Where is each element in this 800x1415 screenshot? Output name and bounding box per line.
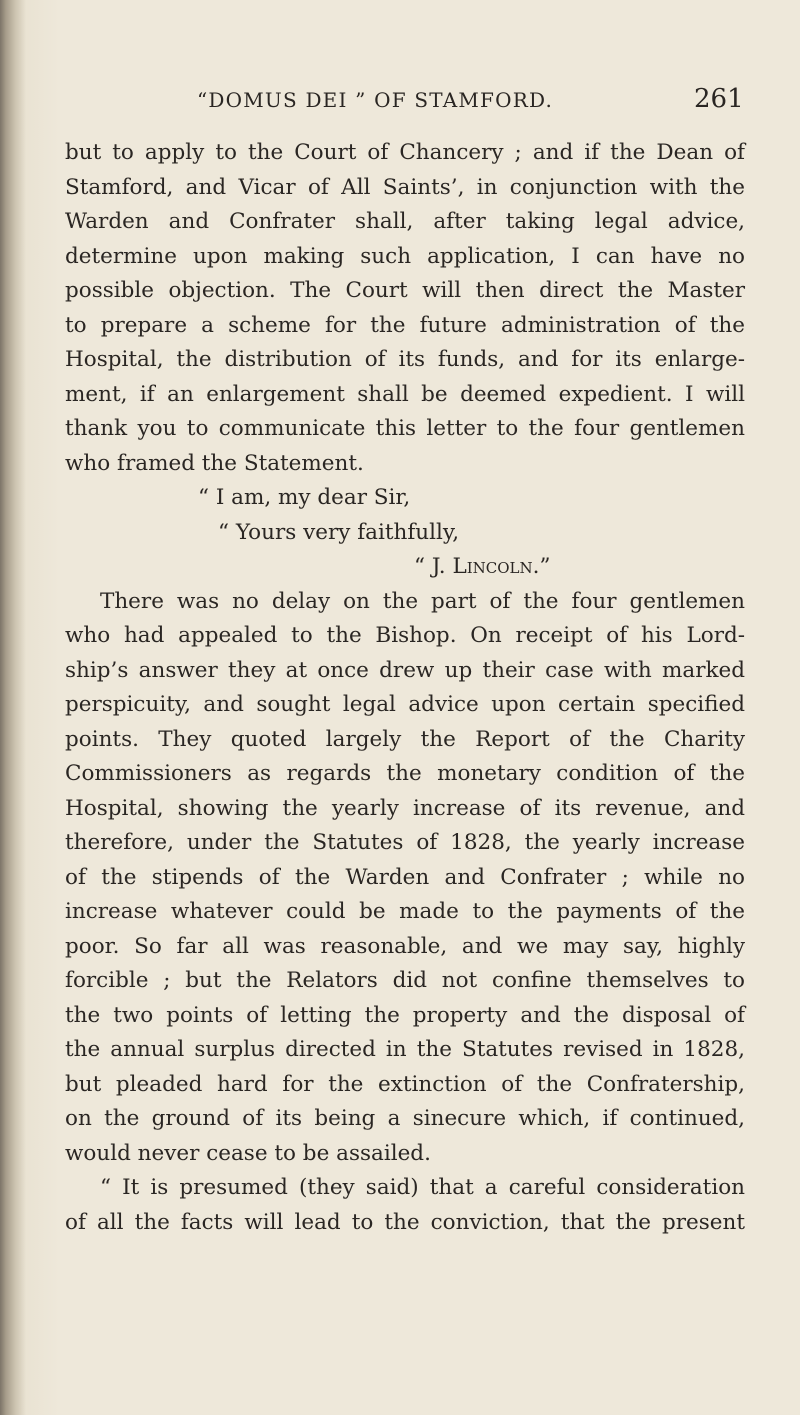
text-line: Warden and Confrater shall, after taking legal advice, bbox=[65, 209, 745, 234]
text-line: Hospital, showing the yearly increase of its revenue, and bbox=[65, 795, 745, 821]
paragraph bbox=[65, 585, 745, 1172]
text-line: to prepare a scheme for the future administration of the bbox=[65, 312, 745, 338]
text-line: would never cease to be assailed. bbox=[65, 1140, 431, 1166]
text-line: who had appealed to the Bishop. On receipt of his Lord- bbox=[65, 623, 745, 648]
text-line: forcible ; but the Relators did not confine themselves to bbox=[65, 968, 745, 993]
signature bbox=[65, 550, 745, 585]
signature-prefix: “ J. bbox=[414, 554, 453, 579]
signature-suffix: ” bbox=[539, 554, 551, 579]
text-line: poor. So far all was reasonable, and we may say, highly bbox=[65, 933, 745, 959]
text-line: points. They quoted largely the Report of the Charity bbox=[65, 726, 745, 752]
letter-continuation bbox=[65, 136, 745, 481]
paragraph bbox=[65, 1171, 745, 1240]
page-text bbox=[65, 136, 745, 1240]
text-line: who framed the Statement. bbox=[65, 450, 364, 476]
valediction: “ Yours very faithfully, bbox=[218, 519, 460, 545]
text-line: “ It is presumed (they said) that a careful consideration bbox=[100, 1175, 745, 1200]
text-line: but pleaded hard for the extinction of the Confratership, bbox=[65, 1071, 745, 1097]
text-line: possible objection. The Court will then direct the Master bbox=[65, 278, 745, 303]
running-head: “DOMUS DEI ” OF STAMFORD. bbox=[197, 88, 554, 112]
text-line: therefore, under the Statutes of 1828, the yearly increase bbox=[65, 830, 745, 855]
page-header bbox=[0, 84, 800, 118]
text-line: There was no delay on the part of the four gentlemen bbox=[100, 588, 745, 614]
text-line: ment, if an enlargement shall be deemed expedient. I will bbox=[65, 381, 745, 407]
text-line: the two points of letting the property and the disposal of bbox=[65, 1002, 745, 1028]
text-line: the annual surplus directed in the Statutes revised in 1828, bbox=[65, 1037, 745, 1062]
text-line: Stamford, and Vicar of All Saints’, in conjunction with the bbox=[65, 174, 745, 200]
text-line: ship’s answer they at once drew up their case with marked bbox=[65, 657, 745, 683]
page-gutter-shadow bbox=[0, 0, 26, 1415]
page-number: 261 bbox=[694, 84, 744, 114]
text-line: increase whatever could be made to the payments of the bbox=[65, 899, 745, 924]
text-line: of the stipends of the Warden and Confrater ; while no bbox=[65, 864, 745, 890]
signature-name: Lincoln. bbox=[452, 554, 540, 579]
text-line: thank you to communicate this letter to the four gentlemen bbox=[65, 416, 745, 441]
text-line: but to apply to the Court of Chancery ; and if the Dean of bbox=[65, 140, 745, 165]
salutation: “ I am, my dear Sir, bbox=[198, 485, 411, 510]
text-line: determine upon making such application, I can have no bbox=[65, 243, 745, 269]
text-line: on the ground of its being a sinecure which, if continued, bbox=[65, 1106, 745, 1131]
text-line: perspicuity, and sought legal advice upon certain specified bbox=[65, 692, 745, 717]
text-line: Commissioners as regards the monetary condition of the bbox=[65, 761, 745, 786]
letter-closing bbox=[65, 481, 745, 585]
text-line: Hospital, the distribution of its funds, and for its enlarge- bbox=[65, 347, 745, 372]
text-line: of all the facts will lead to the conviction, that the present bbox=[65, 1209, 745, 1235]
